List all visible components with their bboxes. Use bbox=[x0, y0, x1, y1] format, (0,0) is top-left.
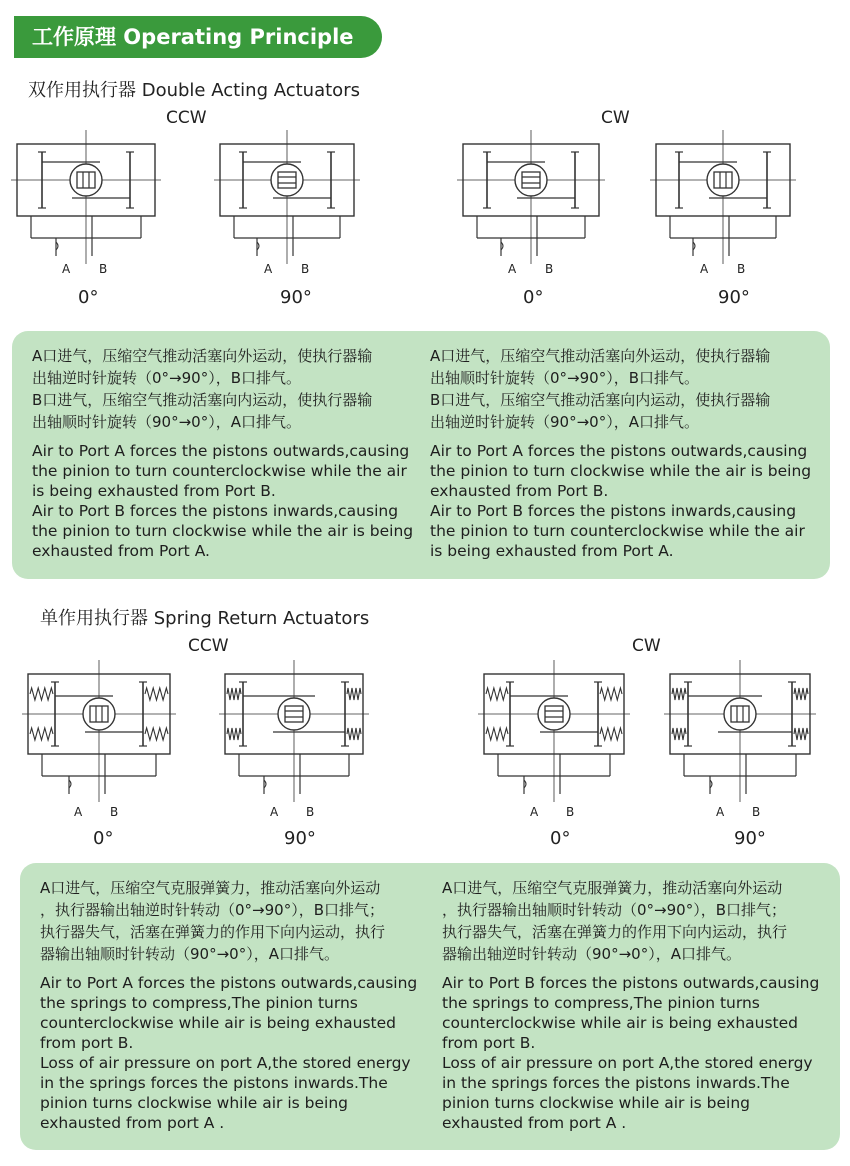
angle-label: 90° bbox=[734, 828, 766, 849]
shaft-square bbox=[77, 172, 95, 188]
double-ccw-label: CCW bbox=[166, 108, 207, 128]
spring-ccw-label: CCW bbox=[188, 636, 229, 656]
spring-return-description-box bbox=[20, 863, 840, 1150]
actuator-diagram bbox=[22, 660, 176, 802]
port-a-label: A bbox=[62, 262, 71, 276]
port-b-label: B bbox=[301, 262, 310, 276]
port-a-label: A bbox=[716, 805, 725, 819]
actuator-diagram bbox=[11, 130, 161, 264]
actuator-diagram bbox=[478, 660, 630, 802]
angle-label: 90° bbox=[718, 287, 750, 308]
angle-label: 0° bbox=[523, 287, 544, 308]
double-acting-right-column: A口进气，压缩空气推动活塞向外运动，使执行器输 出轴顺时针旋转（0°→90°），B口排气。 B口进气，压缩空气推动活塞向内运动，使执行器输 出轴逆时针旋转（90°→0°），A口排气。 Air to Port A forces the pistons outwards,causing the pinion to turn clockwise while the air is being exhausted from Port B. Air to Port B forces the pistons inwards,causing the pinion to turn counterclockwise while the air is being exhausted from Port A. bbox=[430, 347, 812, 560]
shaft-square bbox=[90, 706, 108, 722]
port-b-label: B bbox=[545, 262, 554, 276]
spring-return-diagrams bbox=[0, 650, 850, 820]
port-a-label: A bbox=[270, 805, 279, 819]
shaft-square bbox=[278, 172, 296, 188]
actuator-diagram bbox=[664, 660, 816, 802]
shaft-square bbox=[731, 706, 749, 722]
actuator-diagram bbox=[650, 130, 796, 264]
port-a-label: A bbox=[530, 805, 539, 819]
double-acting-left-column: A口进气，压缩空气推动活塞向外运动，使执行器输 出轴逆时针旋转（0°→90°），B口排气。 B口进气，压缩空气推动活塞向内运动，使执行器输 出轴顺时针旋转（90°→0°），A口排气。 Air to Port A forces the pistons outwards,causing the pinion to turn counterclockwise while the air is being exhausted from Port B. Air to Port B forces the pistons inwards,causing the pinion to turn clockwise while the air is being exhausted from Port A. bbox=[32, 347, 414, 560]
actuator-diagram bbox=[214, 130, 360, 264]
double-acting-description-box bbox=[12, 331, 830, 579]
port-a-label: A bbox=[508, 262, 517, 276]
section-header: 工作原理 Operating Principle bbox=[14, 16, 382, 58]
port-b-label: B bbox=[566, 805, 575, 819]
spring-return-title: 单作用执行器 Spring Return Actuators bbox=[40, 608, 370, 629]
spring-cw-label: CW bbox=[632, 636, 661, 656]
shaft-square bbox=[714, 172, 732, 188]
angle-label: 90° bbox=[280, 287, 312, 308]
shaft-square bbox=[522, 172, 540, 188]
port-a-label: A bbox=[74, 805, 83, 819]
actuator-diagram bbox=[457, 130, 605, 264]
angle-label: 90° bbox=[284, 828, 316, 849]
spring-return-right-column: A口进气，压缩空气克服弹簧力，推动活塞向外运动 ，执行器输出轴顺时针转动（0°→90°），B口排气； 执行器失气，活塞在弹簧力的作用下向内运动，执行 器输出轴逆时针转动（90°→0°），A口排气。 Air to Port B forces the pistons outwards,causing the springs to compress,The pinion turns counterclockwise while air is being exhausted from port B. Loss of air pressure on port A,the stored energy in the springs forces the pistons inwards.The pinion turns clockwise while air is being exhausted from port A . bbox=[442, 879, 820, 1132]
angle-label: 0° bbox=[78, 287, 99, 308]
port-b-label: B bbox=[752, 805, 761, 819]
port-b-label: B bbox=[110, 805, 119, 819]
shaft-square bbox=[285, 706, 303, 722]
angle-label: 0° bbox=[550, 828, 571, 849]
port-b-label: B bbox=[737, 262, 746, 276]
port-b-label: B bbox=[99, 262, 108, 276]
port-a-label: A bbox=[700, 262, 709, 276]
double-acting-diagrams bbox=[0, 120, 850, 290]
spring-return-left-column: A口进气，压缩空气克服弹簧力，推动活塞向外运动 ，执行器输出轴逆时针转动（0°→90°），B口排气； 执行器失气，活塞在弹簧力的作用下向内运动，执行 器输出轴顺时针转动（90°→0°），A口排气。 Air to Port A forces the pistons outwards,causing the springs to compress,The pinion turns counterclockwise while air is being exhausted from port B. Loss of air pressure on port A,the stored energy in the springs forces the pistons inwards.The pinion turns clockwise while air is being exhausted from port A . bbox=[40, 879, 418, 1132]
port-b-label: B bbox=[306, 805, 315, 819]
double-cw-label: CW bbox=[601, 108, 630, 128]
actuator-diagram bbox=[219, 660, 369, 802]
angle-label: 0° bbox=[93, 828, 114, 849]
port-a-label: A bbox=[264, 262, 273, 276]
double-acting-title: 双作用执行器 Double Acting Actuators bbox=[28, 80, 360, 101]
shaft-square bbox=[545, 706, 563, 722]
